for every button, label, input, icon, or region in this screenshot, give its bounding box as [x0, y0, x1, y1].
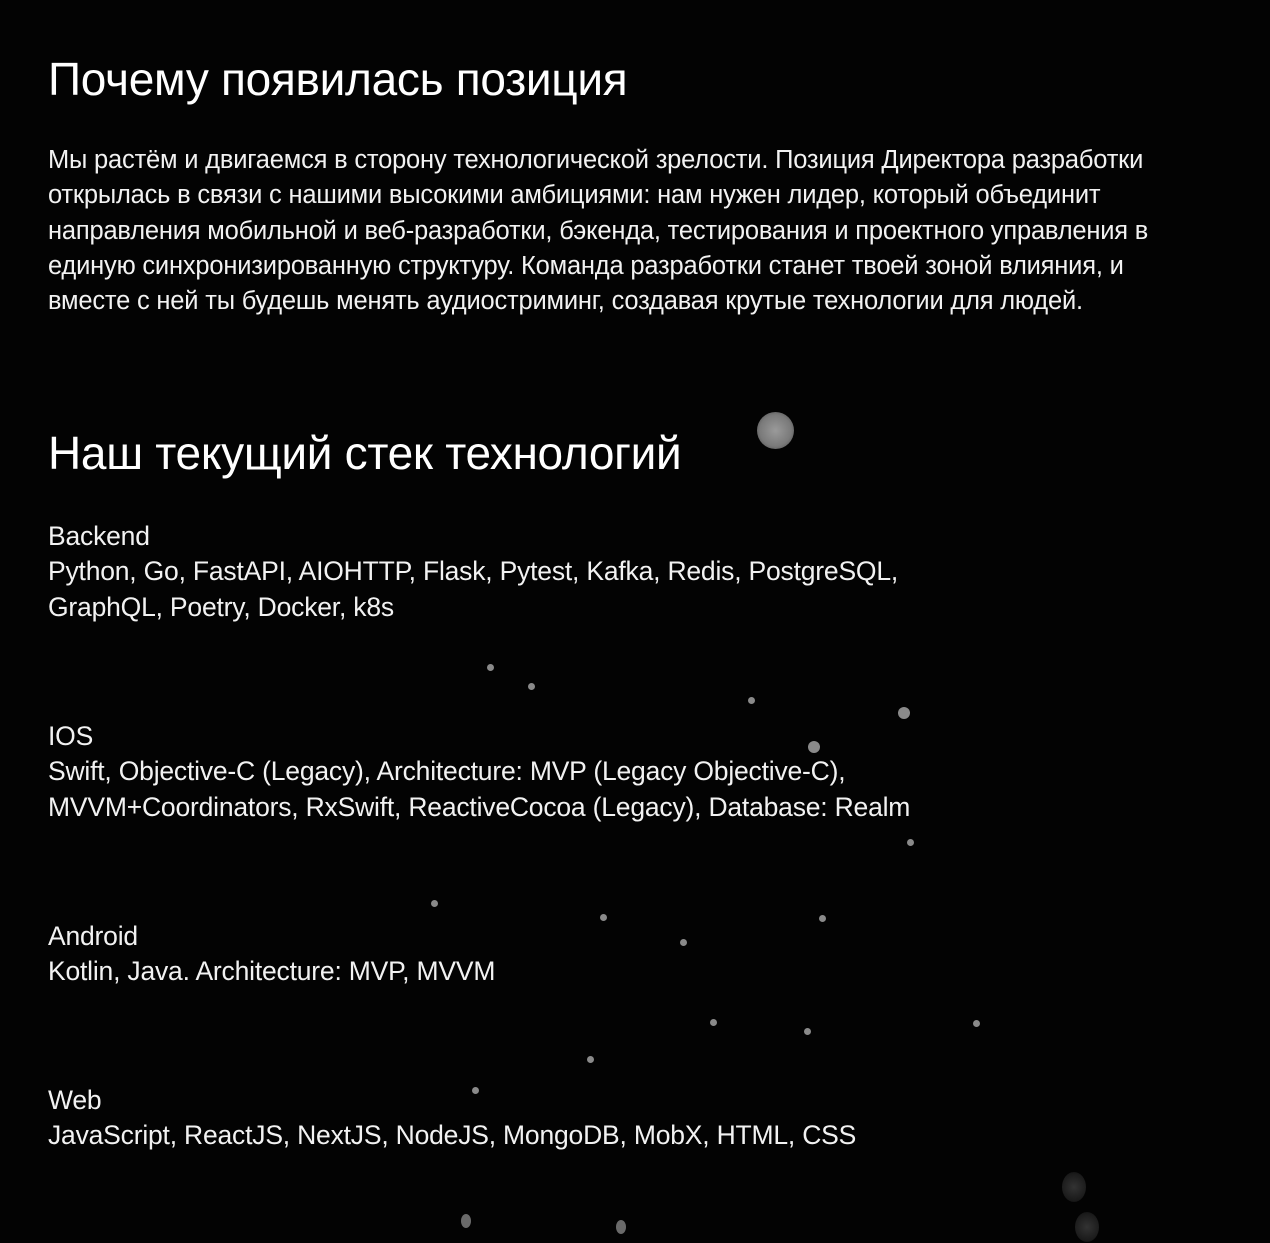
particle-dot	[472, 1087, 479, 1094]
particle-dot	[748, 697, 755, 704]
particle-dot	[487, 664, 494, 671]
heading-why-position: Почему появилась позиция	[48, 53, 628, 105]
stack-group-android	[48, 919, 495, 990]
particle-dot	[680, 939, 687, 946]
particle-dot	[587, 1056, 594, 1063]
particle-dot	[808, 741, 820, 753]
particle-dot	[907, 839, 914, 846]
particle-dot	[819, 915, 826, 922]
particle-dot	[710, 1019, 717, 1026]
stack-group-line: GraphQL, Poetry, Docker, k8s	[48, 591, 394, 622]
particle-dot	[757, 412, 794, 449]
heading-tech-stack: Наш текущий стек технологий	[48, 427, 682, 479]
particle-dot	[898, 707, 910, 719]
stack-group-line: MVVM+Coordinators, RxSwift, ReactiveCocoa (Legacy), Database: Realm	[48, 791, 911, 822]
stack-group-web	[48, 1083, 856, 1154]
stack-group-line: Python, Go, FastAPI, AIOHTTP, Flask, Pytest, Kafka, Redis, PostgreSQL,	[48, 556, 899, 587]
stack-group-title: Android	[48, 921, 138, 951]
stack-group-line: Swift, Objective-C (Legacy), Architecture: MVP (Legacy Objective-C),	[48, 756, 846, 787]
stack-group-ios	[48, 719, 910, 825]
stack-group-line: Kotlin, Java. Architecture: MVP, MVVM	[48, 956, 496, 987]
stack-group-line: JavaScript, ReactJS, NextJS, NodeJS, MongoDB, MobX, HTML, CSS	[48, 1120, 857, 1151]
stack-group-title: Web	[48, 1085, 102, 1115]
stack-group-title: IOS	[48, 721, 94, 751]
particle-dot	[1075, 1212, 1099, 1242]
stack-group-backend	[48, 519, 898, 625]
stack-group-title: Backend	[48, 521, 150, 551]
particle-dot	[973, 1020, 980, 1027]
particle-dot	[528, 683, 535, 690]
particle-dot	[616, 1220, 626, 1234]
particle-dot	[431, 900, 438, 907]
particle-dot	[804, 1028, 811, 1035]
particle-dot	[600, 914, 607, 921]
particle-dot	[1062, 1172, 1086, 1202]
why-position-paragraph: Мы растём и двигаемся в сторону технологической зрелости. Позиция Директора разработки открылась в связи с нашими высокими амбициями: нам нужен лидер, который объединит направления мобильной и веб-разработки, бэкенда, тестирования и проектного управления в единую синхронизированную структуру. Команда разработки станет твоей зоной влияния, и вместе с ней ты будешь менять аудиостриминг, создавая крутые технологии для людей.	[48, 146, 1149, 316]
particle-dot	[461, 1214, 471, 1228]
